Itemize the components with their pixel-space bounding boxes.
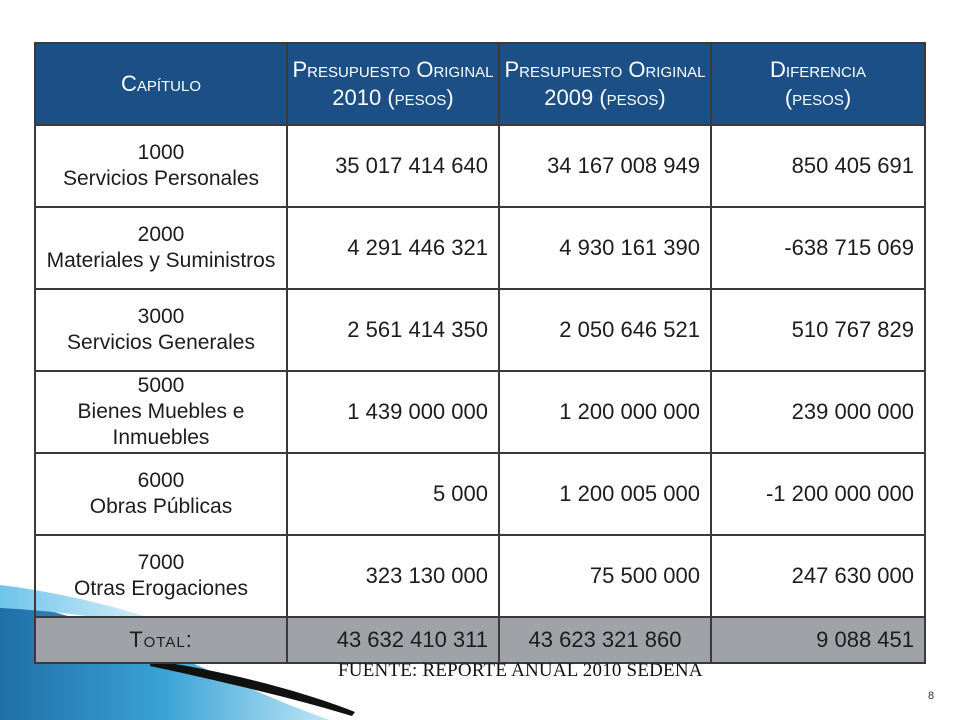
chapter-code: 2000: [137, 223, 185, 246]
chapter-cell: [35, 453, 287, 535]
difference-cell: -638 715 069: [711, 207, 925, 289]
total-label: Total:: [35, 617, 287, 663]
budget-2009-cell: 1 200 000 000: [499, 371, 711, 453]
table-row: [35, 207, 925, 289]
budget-2009-cell: 2 050 646 521: [499, 289, 711, 371]
budget-2009-cell: 34 167 008 949: [499, 125, 711, 207]
chapter-code: 7000: [137, 551, 185, 574]
total-budget-2010: 43 632 410 311: [287, 617, 499, 663]
budget-2009-cell: 4 930 161 390: [499, 207, 711, 289]
difference-cell: 850 405 691: [711, 125, 925, 207]
budget-2010-cell: 323 130 000: [287, 535, 499, 617]
chapter-name: Materiales y Suministros: [46, 249, 276, 272]
chapter-code: 5000: [137, 374, 185, 397]
difference-cell: 247 630 000: [711, 535, 925, 617]
header-budget-2010: Presupuesto Original 2010 (pesos): [287, 43, 499, 125]
difference-cell: -1 200 000 000: [711, 453, 925, 535]
chapter-name: Bienes Muebles e Inmuebles: [77, 400, 245, 449]
total-row: [35, 617, 925, 663]
difference-cell: 510 767 829: [711, 289, 925, 371]
chapter-code: 1000: [137, 141, 185, 164]
chapter-name: Obras Públicas: [89, 495, 233, 518]
chapter-code: 6000: [137, 469, 185, 492]
budget-2009-cell: 75 500 000: [499, 535, 711, 617]
table-row: [35, 535, 925, 617]
total-difference: 9 088 451: [711, 617, 925, 663]
table-row: [35, 453, 925, 535]
header-budget-2009: Presupuesto Original 2009 (pesos): [499, 43, 711, 125]
chapter-name: Otras Erogaciones: [74, 577, 248, 600]
budget-2010-cell: 35 017 414 640: [287, 125, 499, 207]
chapter-cell: [35, 289, 287, 371]
chapter-cell: [35, 207, 287, 289]
table-header-row: [35, 43, 925, 125]
header-capitulo: Capítulo: [35, 43, 287, 125]
budget-2010-cell: 5 000: [287, 453, 499, 535]
header-difference: Diferencia (pesos): [711, 43, 925, 125]
table-row: [35, 371, 925, 453]
budget-2010-cell: 1 439 000 000: [287, 371, 499, 453]
budget-2010-cell: 2 561 414 350: [287, 289, 499, 371]
chapter-cell: [35, 371, 287, 453]
budget-table: [34, 42, 926, 664]
table-row: [35, 125, 925, 207]
page-number: 8: [928, 690, 935, 702]
budget-2010-cell: 4 291 446 321: [287, 207, 499, 289]
chapter-name: Servicios Generales: [67, 331, 255, 354]
chapter-name: Servicios Personales: [62, 167, 260, 190]
chapter-cell: [35, 125, 287, 207]
budget-2009-cell: 1 200 005 000: [499, 453, 711, 535]
source-note: FUENTE: REPORTE ANUAL 2010 SEDENA: [338, 660, 703, 681]
difference-cell: 239 000 000: [711, 371, 925, 453]
table-row: [35, 289, 925, 371]
chapter-code: 3000: [137, 305, 185, 328]
chapter-cell: [35, 535, 287, 617]
total-budget-2009: 43 623 321 860: [499, 617, 711, 663]
